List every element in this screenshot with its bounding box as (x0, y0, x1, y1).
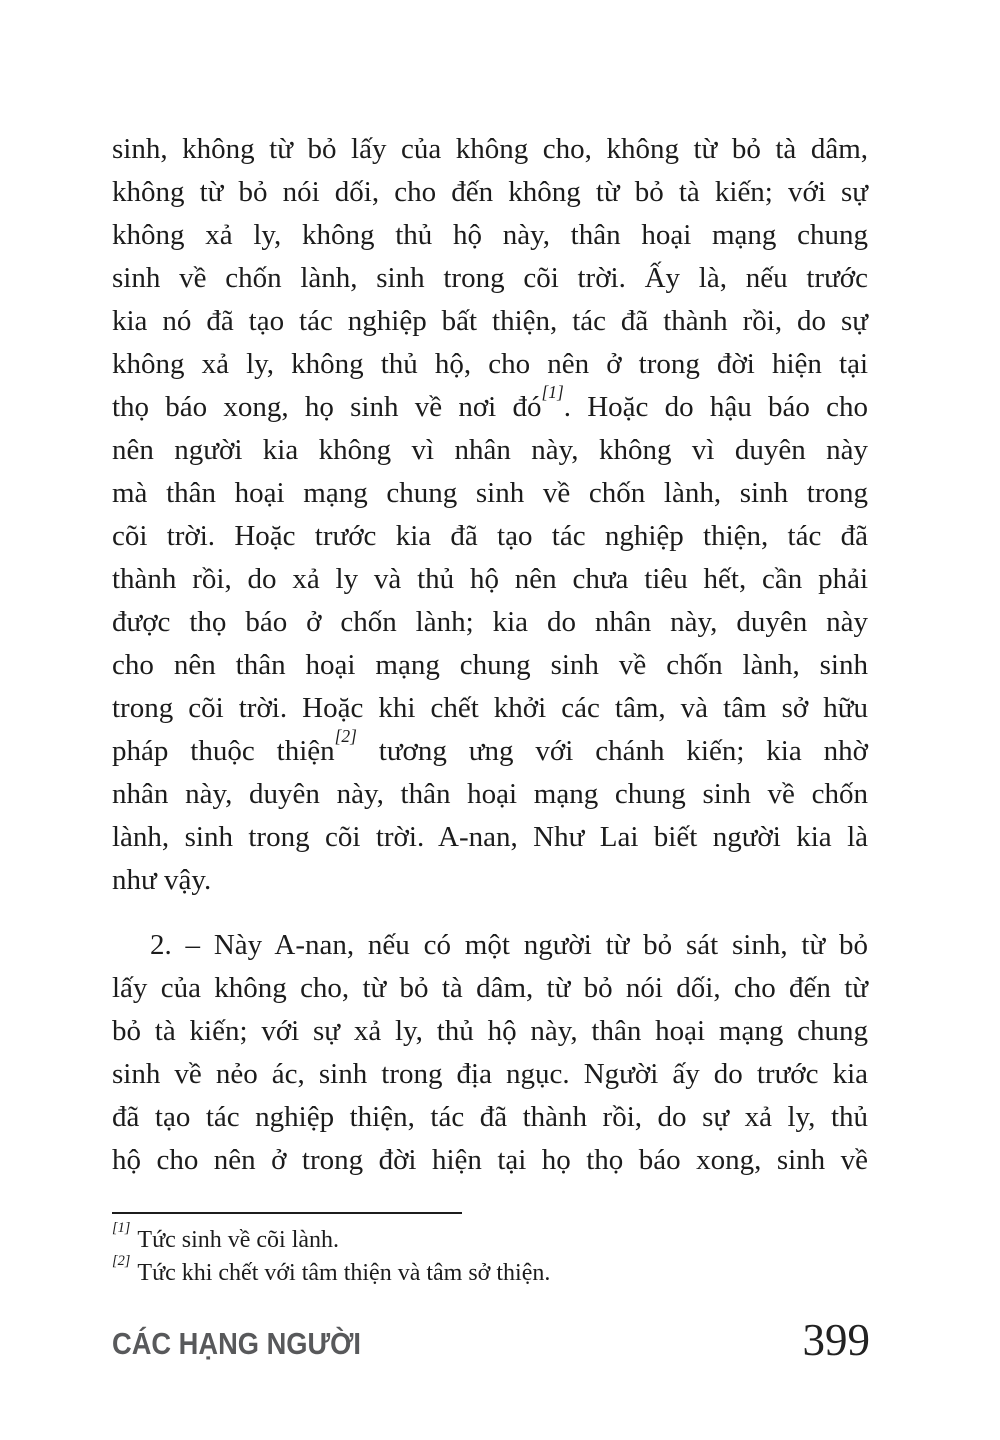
footnote (112, 1220, 868, 1257)
paragraph (112, 924, 868, 1182)
footnote-separator (112, 1212, 462, 1214)
footnote-marker: [1] (112, 1220, 131, 1237)
text-line: trong cõi trời. Hoặc khi chết khởi các tâm, và tâm sở hữu (112, 692, 868, 724)
text-line: bỏ tà kiến; với sự xả ly, thủ hộ này, thân hoại mạng chung (112, 1015, 868, 1047)
footnote-text: Tức sinh về cõi lành. (137, 1227, 340, 1253)
text-line: nên người kia không vì nhân này, không vì duyên này (112, 434, 868, 466)
text-line: đã tạo tác nghiệp thiện, tác đã thành rồi, do sự xả ly, thủ (112, 1101, 868, 1133)
footnote-reference: [1] (541, 381, 564, 402)
text-line: như vậy. (112, 864, 212, 896)
text-line: cõi trời. Hoặc trước kia đã tạo tác nghiệp thiện, tác đã (112, 520, 868, 552)
text-line: thành rồi, do xả ly và thủ hộ nên chưa tiêu hết, cần phải (112, 563, 868, 595)
text-line: được thọ báo ở chốn lành; kia do nhân này, duyên này (112, 606, 868, 638)
text-line: kia nó đã tạo tác nghiệp bất thiện, tác đã thành rồi, do sự (112, 305, 868, 337)
text-line: 2. – Này A-nan, nếu có một người từ bỏ sát sinh, từ bỏ (150, 929, 868, 961)
running-footer-title: CÁC HẠNG NGƯỜI (112, 1326, 361, 1361)
paragraph (112, 128, 868, 902)
text-line: lành, sinh trong cõi trời. A-nan, Như Lai biết người kia là (112, 821, 868, 853)
text-line: sinh về chốn lành, sinh trong cõi trời. Ấy là, nếu trước (112, 262, 868, 294)
text-line: hộ cho nên ở trong đời hiện tại họ thọ báo xong, sinh về (112, 1144, 868, 1176)
page-number: 399 (802, 1315, 870, 1365)
text-line: không xả ly, không thủ hộ, cho nên ở trong đời hiện tại (112, 348, 868, 380)
text-line: sinh, không từ bỏ lấy của không cho, không từ bỏ tà dâm, (112, 133, 868, 165)
footnote (112, 1253, 868, 1290)
body-text (112, 128, 868, 1182)
text-line: không xả ly, không thủ hộ này, thân hoại mạng chung (112, 219, 868, 251)
text-line: lấy của không cho, từ bỏ tà dâm, từ bỏ nói dối, cho đến từ (112, 972, 868, 1004)
footnotes (112, 1220, 868, 1290)
footnote-reference: [2] (334, 725, 357, 746)
text-line: nhân này, duyên này, thân hoại mạng chung sinh về chốn (112, 778, 868, 810)
footnote-marker: [2] (112, 1253, 131, 1270)
text-line: không từ bỏ nói dối, cho đến không từ bỏ tà kiến; với sự (112, 176, 868, 208)
text-line: thọ báo xong, họ sinh về nơi đó[1]. Hoặc do hậu báo cho (112, 381, 868, 423)
text-line: sinh về nẻo ác, sinh trong địa ngục. Người ấy do trước kia (112, 1058, 868, 1090)
footnote-text: Tức khi chết với tâm thiện và tâm sở thiện. (137, 1260, 551, 1286)
text-line: pháp thuộc thiện[2] tương ưng với chánh kiến; kia nhờ (112, 725, 868, 767)
text-line: mà thân hoại mạng chung sinh về chốn lành, sinh trong (112, 477, 868, 509)
text-line: cho nên thân hoại mạng chung sinh về chốn lành, sinh (112, 649, 868, 681)
